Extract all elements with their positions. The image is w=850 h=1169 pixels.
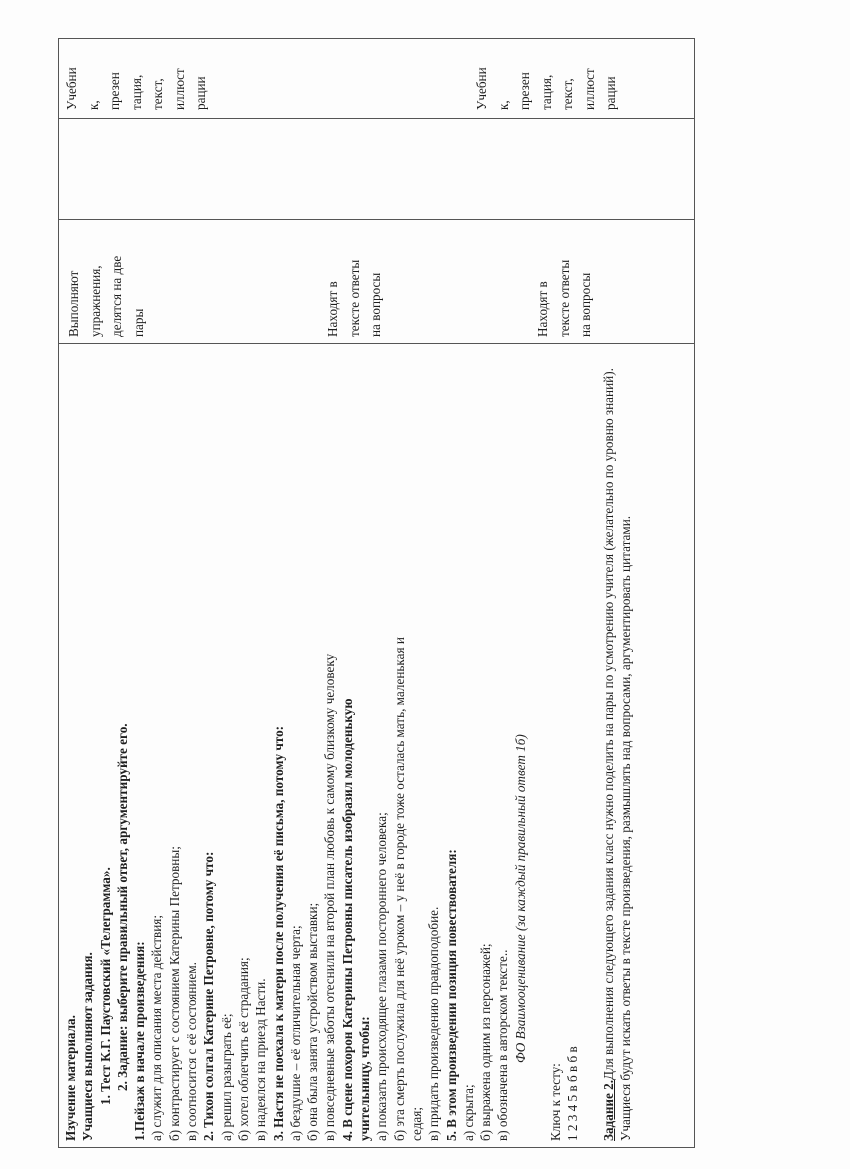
answer-5b: б) выражена одним из персонажей; [478, 943, 494, 1141]
rotated-lesson-table [58, 43, 695, 1148]
activity-content [59, 344, 634, 1147]
resources-entry-2 [471, 67, 622, 110]
answer-5a: а) скрыта; [460, 1084, 476, 1141]
students-line: Учащиеся выполняют задания. [80, 952, 96, 1141]
entry-line: Находят в [325, 281, 340, 337]
assessment-column [59, 119, 695, 220]
entry-line: рации [603, 76, 618, 110]
question-4: 4. В сцене похорон Катерины Петровны писатель изобразил молоденькую [339, 698, 355, 1141]
answer-5c: в) обозначена в авторском тексте.. [495, 949, 511, 1141]
entry-line: иллюст [581, 68, 597, 110]
question-5: 5. В этом произведении позиция повествователя: [443, 849, 459, 1141]
key-values: 1 2 3 4 5 в б в б в [565, 1046, 581, 1141]
entry-line: к, [85, 100, 101, 110]
student-activity-column [59, 220, 695, 344]
entry-line: тация, [538, 74, 554, 110]
entry-line: делятся на две [109, 255, 124, 337]
student-activity-entry-3 [532, 260, 597, 337]
entry-line: презен [107, 72, 122, 110]
student-activity-entry-2 [322, 260, 387, 337]
activity-column [59, 344, 695, 1148]
student-activity-entry-1 [63, 256, 149, 337]
entry-line: текст, [560, 78, 575, 110]
question-4-continued: учительницу, чтобы: [357, 1016, 373, 1141]
answer-2a: а) решил разыграть её; [218, 1013, 234, 1141]
lesson-plan-table [58, 38, 695, 1148]
entry-line: тексте ответы [556, 259, 572, 337]
question-2: 2. Тихон солгал Катерине Петровне, потому что: [201, 851, 217, 1141]
task-2-text: Для выполнения следующего задания класс нужно поделить на пары по усмотрению учителя (желательно по уровню знаний). Учащиеся будут искать ответы в тексте произведения, размышлять над вопросами, аргументировать цитатами. [600, 368, 633, 1141]
question-1: 1.Пейзаж в начале произведения: [132, 941, 148, 1141]
section-heading: Изучение материала. [63, 1015, 78, 1141]
answer-3a: а) бездушие – её отличительная черта; [287, 925, 303, 1141]
resources-column [59, 39, 695, 119]
entry-line: упражнения, [87, 265, 103, 337]
answer-3c: в) повседневные заботы отеснили на второй план любовь к самому близкому человеку [322, 653, 338, 1141]
entry-line: Учебни [64, 67, 79, 110]
answer-4a: а) показать происходящее глазами постороннего человека; [374, 812, 390, 1141]
entry-line: Учебни [474, 67, 489, 110]
key-label: Ключ к тесту: [548, 1063, 564, 1141]
entry-line: иллюст [171, 68, 187, 110]
answer-4c: в) придать произведению правдоподобие. [426, 906, 442, 1141]
answer-1c: в) соотносится с её состоянием. [184, 962, 200, 1141]
task-2-title: Задание 2. [600, 1079, 616, 1141]
entry-line: презен [517, 72, 532, 110]
entry-line: тация, [128, 74, 144, 110]
question-3: 3. Настя не поехала к матери после получения её письма, потому что: [270, 725, 286, 1141]
entry-line: рации [193, 76, 208, 110]
assessment-note: ФО Взаимооценивание (за каждый правильный ответ 1б) [512, 734, 528, 1063]
answer-4b: б) эта смерть послужила для неё уроком – у неё в городе тоже осталась мать, маленькая и [391, 637, 407, 1141]
answer-4b-continued: седая; [408, 1107, 424, 1141]
entry-line: тексте ответы [346, 259, 362, 337]
answer-2b: б) хотел облегчить её страдания; [235, 957, 251, 1141]
entry-line: на вопросы [578, 272, 593, 337]
answer-1b: б) контрастирует с состоянием Катерины Петровны; [166, 846, 182, 1141]
answer-3b: б) она была занята устройством выставки; [305, 902, 321, 1141]
entry-line: к, [495, 100, 511, 110]
task-2: 2. Задание: выберите правильный ответ, аргументируйте его. [114, 723, 130, 1091]
answer-1a: а) служит для описания места действия; [149, 914, 165, 1141]
resources-entry-1 [61, 67, 212, 110]
task-2-paragraph [600, 350, 635, 1141]
task-1: 1. Тест К.Г. Паустовский «Телеграмма». [97, 867, 113, 1105]
entry-line: на вопросы [368, 272, 383, 337]
entry-line: Выполняют [66, 270, 81, 337]
answer-2c: в) надеялся на приезд Насти. [253, 978, 269, 1141]
entry-line: Находят в [535, 281, 550, 337]
entry-line: текст, [150, 78, 165, 110]
entry-line: пары [130, 308, 146, 337]
